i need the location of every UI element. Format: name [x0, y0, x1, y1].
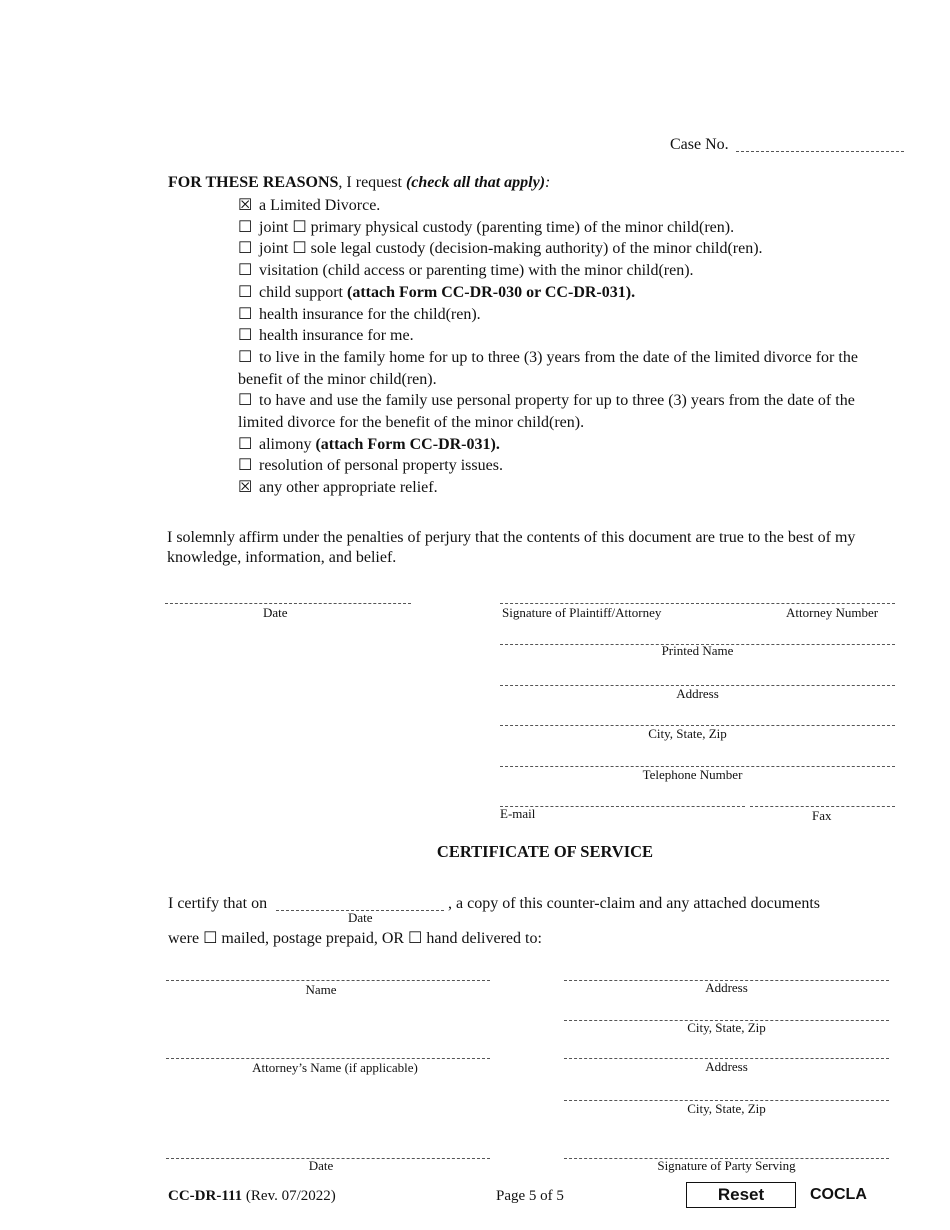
option-checkbox[interactable]: ☐	[238, 348, 253, 366]
fax-label: Fax	[812, 808, 832, 823]
date-label: Date	[263, 605, 288, 620]
certificate-line2: were ☐ mailed, postage prepaid, OR ☐ hand delivered to:	[168, 930, 542, 947]
fax-field[interactable]	[750, 806, 895, 807]
option-limited-divorce: ☒ a Limited Divorce.	[238, 195, 903, 217]
certificate-line1-after: , a copy of this counter-claim and any attached documents	[448, 895, 820, 912]
option-personal-property: ☐ resolution of personal property issues.	[238, 455, 903, 477]
option-checkbox[interactable]: ☐	[238, 392, 253, 410]
city-state-zip-label: City, State, Zip	[648, 726, 727, 741]
signature-label: Signature of Plaintiff/Attorney	[502, 605, 662, 620]
page-number: Page 5 of 5	[496, 1188, 564, 1204]
address-label: Address	[676, 686, 719, 701]
served-attorney-label: Attorney’s Name (if applicable)	[252, 1060, 418, 1075]
reset-button[interactable]: Reset	[686, 1182, 796, 1208]
served-attorney-field[interactable]	[166, 1058, 490, 1059]
option-checkbox[interactable]: ☐	[238, 435, 253, 453]
email-field[interactable]	[500, 806, 745, 807]
case-no-field[interactable]	[736, 151, 904, 152]
option-checkbox[interactable]: ☐	[238, 305, 253, 323]
option-checkbox[interactable]: ☐	[238, 262, 253, 280]
option-checkbox[interactable]: ☒	[238, 197, 253, 214]
option-checkbox[interactable]: ☐	[238, 283, 253, 301]
case-no-label: Case No.	[670, 136, 729, 153]
served-city-2-label: City, State, Zip	[687, 1101, 766, 1116]
served-city-1-label: City, State, Zip	[687, 1020, 766, 1035]
option-checkbox[interactable]: ☐	[238, 327, 253, 345]
served-name-label: Name	[305, 982, 337, 997]
email-label: E-mail	[500, 806, 536, 821]
option-child-support: ☐ child support (attach Form CC-DR-030 or CC-DR-031).	[238, 282, 903, 304]
party-signature-label: Signature of Party Serving	[657, 1158, 796, 1173]
service-date-label: Date	[348, 910, 373, 925]
option-legal-custody: ☐ joint ☐ sole legal custody (decision-making authority) of the minor child(ren).	[238, 238, 903, 260]
option-checkbox[interactable]: ☒	[238, 479, 253, 497]
option-visitation: ☐ visitation (child access or parenting time) with the minor child(ren).	[238, 260, 903, 282]
telephone-label: Telephone Number	[642, 767, 743, 782]
option-alimony: ☐ alimony (attach Form CC-DR-031).	[238, 434, 903, 456]
served-address-2-label: Address	[705, 1059, 748, 1074]
request-options-list	[238, 195, 903, 499]
served-name-field[interactable]	[166, 980, 490, 981]
affirmation-text: I solemnly affirm under the penalties of perjury that the contents of this document are true to the best of my knowledge, information, and belief.	[167, 529, 856, 566]
option-checkbox[interactable]: ☐	[238, 218, 253, 236]
form-revision: (Rev. 07/2022)	[242, 1188, 336, 1204]
signature-field[interactable]	[500, 603, 895, 604]
request-colon: :	[545, 174, 551, 191]
certificate-line1-before: I certify that on	[168, 895, 268, 912]
date-field[interactable]	[165, 603, 411, 604]
printed-name-label: Printed Name	[661, 643, 734, 658]
option-health-insurance-me: ☐ health insurance for me.	[238, 325, 903, 347]
certificate-title: CERTIFICATE OF SERVICE	[436, 842, 654, 861]
option-checkbox[interactable]: ☐	[238, 457, 253, 475]
request-heading-lead: FOR THESE REASONS	[168, 174, 339, 191]
option-other-relief: ☒ any other appropriate relief.	[238, 477, 903, 499]
option-health-insurance-children: ☐ health insurance for the child(ren).	[238, 304, 903, 326]
option-family-property: ☐ to have and use the family use personal property for up to three (3) years from the date of the limited divorce for the benefit of the minor child(ren).	[238, 392, 855, 432]
request-heading	[168, 174, 550, 192]
option-physical-custody: ☐ joint ☐ primary physical custody (parenting time) of the minor child(ren).	[238, 217, 903, 239]
form-id-code: CC-DR-111	[168, 1188, 243, 1204]
request-heading-middle: , I request	[338, 174, 406, 191]
option-family-home: ☐ to live in the family home for up to three (3) years from the date of the limited divorce for the benefit of the minor child(ren).	[238, 348, 858, 388]
agency-label: COCLA	[810, 1186, 867, 1203]
form-id	[168, 1188, 336, 1205]
attorney-number-label: Attorney Number	[786, 605, 879, 620]
option-checkbox[interactable]: ☐	[238, 240, 253, 258]
served-address-1-label: Address	[705, 980, 748, 995]
served-date-label: Date	[308, 1158, 334, 1173]
request-instruction: (check all that apply)	[405, 174, 546, 191]
